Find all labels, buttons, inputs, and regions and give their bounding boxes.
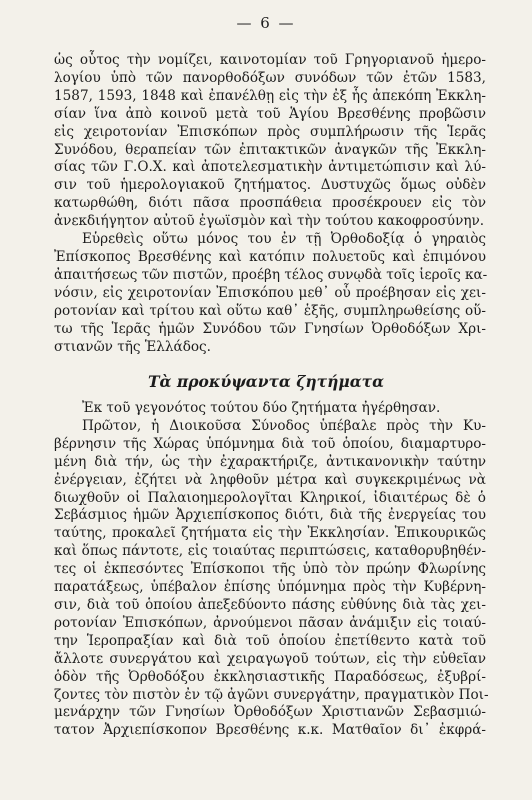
- text-line: ἄλλοτε συνεργάτου καὶ χειραγωγοῦ τούτων, εἰς τὴν εὐθεῖαν: [54, 650, 486, 667]
- text-line: σιν, διὰ τοῦ ὁποίου ἀπεξεδύοντο πάσης εὐθύνης διὰ τὰς χει-: [54, 596, 486, 613]
- text-line: βέρνησιν τῆς Χώρας ὑπόμνημα διὰ τοῦ ὁποίου, διαμαρτυρο-: [54, 435, 486, 452]
- paragraph: [54, 417, 489, 740]
- text-line: Εὑρεθεὶς οὕτω μόνος του ἐν τῇ Ὀρθοδοξίᾳ ὁ γηραιὸς: [82, 231, 486, 248]
- text-line: διωχθοῦν οἱ Παλαιοημερολογῖται Κληρικοί, ἰδιαιτέρως δὲ ὁ: [54, 489, 486, 506]
- text-line: ὁδὸν τῆς Ὀρθοδόξου ἐκκλησιαστικῆς Παραδόσεως, ἐξυβρί-: [54, 668, 486, 685]
- text-line: τατον Ἀρχιεπίσκοπον Βρεσθένης κ.κ. Ματθαῖον δι᾽ ἐκφρά-: [54, 722, 486, 739]
- paragraph: [54, 231, 486, 356]
- text-line: ροτονίαν Ἐπισκόπων, ἀρνούμενοι πᾶσαν ἀνάμιξιν εἰς τοιαύ-: [54, 614, 486, 631]
- paragraph: [54, 52, 486, 231]
- text-line: νόσιν, εἰς χειροτονίαν Ἐπισκόπου μεθ᾽ οὗ προέβησαν εἰς χει-: [54, 284, 486, 301]
- text-line: σίαν ἵνα ἀπὸ κοινοῦ μετὰ τοῦ Ἁγίου Βρεσθένης προβῶσιν: [54, 105, 486, 122]
- text-line: Πρῶτον, ἡ Διοικοῦσα Σύνοδος ὑπέβαλε πρὸς τὴν Κυ-: [82, 417, 486, 434]
- text-line: σίας τῶν Γ.Ο.Χ. καὶ ἀποτελεσματικὴν ἀντιμετώπισιν καὶ λύ-: [54, 159, 486, 176]
- section-heading: Τὰ προκύψαντα ζητήματα: [147, 372, 385, 391]
- page-number: — 6 —: [236, 14, 296, 32]
- text-line: ὡς οὗτος τὴν νομίζει, καινοτομίαν τοῦ Γρηγοριανοῦ ἡμερο-: [54, 52, 486, 68]
- text-line: παρατάξεως, ὑπέβαλον ἐπίσης ὑπόμνημα πρὸς τὴν Κυβέρνη-: [54, 579, 486, 596]
- text-line: εἰς χειροτονίαν Ἐπισκόπων πρὸς συμπλήρωσιν τῆς Ἱερᾶς: [54, 123, 486, 140]
- text-line: τω τῆς Ἱερᾶς ἡμῶν Συνόδου τῶν Γνησίων Ὀρθοδόξων Χρι-: [54, 320, 486, 337]
- text-line: ζοντες τὸν πιστὸν ἐν τῷ ἀγῶνι συνεργάτην, πραγματικὸν Ποι-: [54, 686, 489, 703]
- text-line: κατωρθώθη, διότι πᾶσα προσπάθεια προσέκρουεν εἰς τὸν: [54, 195, 486, 212]
- text-line: ἐνέργειαν, ἐζήτει νὰ ληφθοῦν μέτρα καὶ συγκεκριμένως νὰ: [54, 471, 486, 488]
- text-line: σιν τοῦ ἡμερολογιακοῦ ζητήματος. Δυστυχῶς ὅμως οὐδὲν: [54, 177, 486, 194]
- text-line: ταύτης, προκαλεῖ ζητήματα εἰς τὴν Ἐκκλησίαν. Ἐπικουρικῶς: [54, 525, 486, 542]
- text-line: στιανῶν τῆς Ἑλλάδος.: [54, 338, 211, 355]
- text-line: ἀπαιτήσεως τῶν πιστῶν, προέβη τέλος συνῳδὰ τοῖς ἱεροῖς κα-: [54, 266, 488, 283]
- text-line: ἀνεκδιήγητον αὐτοῦ ἐγωϊσμὸν καὶ τὴν τούτου κακοφροσύνην.: [54, 213, 485, 230]
- body-text-bottom: [54, 400, 489, 740]
- text-line: μενάρχην τῶν Γνησίων Ὀρθοδόξων Χριστιανῶν Σεβασμιώ-: [54, 704, 486, 721]
- text-line: Συνόδου, θεραπείαν τῶν ἐπιτακτικῶν ἀναγκῶν τῆς Ἐκκλη-: [54, 141, 486, 158]
- text-line: Ἐκ τοῦ γεγονότος τούτου δύο ζητήματα ἠγέρθησαν.: [82, 400, 441, 416]
- text-line: Ἐπίσκοπος Βρεσθένης καὶ κατόπιν πολυετοῦς καὶ ἐπιμόνου: [54, 248, 486, 265]
- text-line: την Ἱεροπραξίαν καὶ διὰ τοῦ ὁποίου ἐπετίθεντο κατὰ τοῦ: [54, 632, 486, 649]
- text-line: Σεβάσμιος ἡμῶν Ἀρχιεπίσκοπος διότι, διὰ τῆς ἐνεργείας του: [54, 507, 486, 524]
- text-line: καὶ ὅπως πάντοτε, εἰς τοιαύτας περιπτώσεις, καταθορυβηθέν-: [54, 543, 486, 560]
- text-line: λογίου ὑπὸ τῶν πανορθοδόξων συνόδων τῶν ἐτῶν 1583,: [54, 69, 486, 86]
- text-line: 1587, 1593, 1848 καὶ ἐπανέλθῃ εἰς τὴν ἐξ ἧς ἀπεκόπη Ἐκκλη-: [54, 87, 486, 104]
- text-line: τες οἱ ἐκπεσόντες Ἐπίσκοποι τῆς ὑπὸ τὸν πρώην Φλωρίνης: [54, 561, 486, 578]
- paragraph: [54, 400, 486, 418]
- body-text-top: [54, 52, 486, 356]
- text-line: ροτονίαν καὶ τρίτου καὶ οὕτω καθ᾽ ἑξῆς, συμπληρωθείσης οὕ-: [54, 302, 486, 319]
- text-line: μένη διὰ τήν, ὡς τὴν ἐχαρακτήριζε, ἀντικανονικὴν ταύτην: [54, 453, 486, 470]
